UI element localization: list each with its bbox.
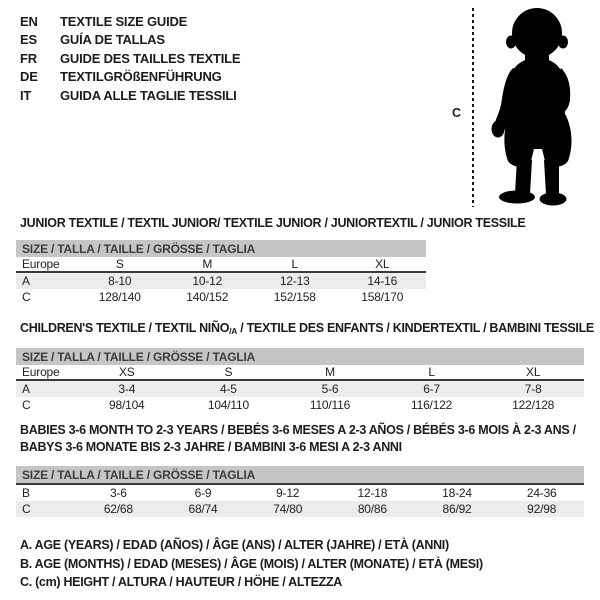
row-label: C — [22, 502, 31, 516]
value-cell: 68/74 — [188, 502, 218, 516]
footnote-c: C. (cm) HEIGHT / ALTURA / HAUTEUR / HÖHE / ALTEZZA — [20, 575, 343, 590]
value-cell: 3-4 — [118, 382, 136, 396]
value-cell: 86/92 — [442, 502, 472, 516]
value-cell: 6-7 — [423, 382, 440, 396]
size-cell: XS — [118, 365, 135, 379]
children-table-title — [20, 322, 594, 338]
footnotes — [20, 536, 483, 592]
value-cell: 12-18 — [357, 486, 388, 500]
value-cell: 116/122 — [411, 398, 453, 412]
lang-code: EN — [20, 13, 38, 29]
height-cm-row — [16, 501, 584, 517]
row-label: A — [22, 274, 30, 288]
value-cell: 92/98 — [527, 502, 557, 516]
lang-label: GUÍA DE TALLAS — [60, 32, 165, 48]
size-cell: XL — [375, 257, 390, 271]
babies-size-table — [16, 466, 584, 517]
value-cell: 7-8 — [524, 382, 542, 396]
size-header-label: SIZE / TALLA / TAILLE / GRÖSSE / TAGLIA — [22, 241, 256, 256]
lang-row-es — [20, 31, 240, 50]
size-cell: XL — [526, 365, 541, 379]
region-label: Europe — [22, 257, 60, 271]
row-label: C — [22, 398, 31, 412]
junior-size-table — [16, 240, 426, 305]
value-cell: 104/110 — [207, 398, 249, 412]
lang-row-fr — [20, 49, 240, 68]
value-cell: 158/170 — [361, 290, 404, 304]
value-cell: 128/140 — [98, 290, 141, 304]
lang-label: GUIDA ALLE TAGLIE TESSILI — [60, 87, 237, 103]
value-cell: 5-6 — [321, 382, 339, 396]
europe-size-row — [16, 365, 584, 381]
children-title-subscript: /A — [229, 326, 238, 336]
region-label: Europe — [22, 365, 60, 379]
value-cell: 152/158 — [273, 290, 316, 304]
lang-row-de — [20, 68, 240, 87]
lang-row-it — [20, 86, 240, 105]
babies-title-line1: BABIES 3-6 MONTH TO 2-3 YEARS / BEBÉS 3-6 MESES A 2-3 AÑOS / BÉBÉS 3-6 MOIS À 2-3 ANS / — [20, 423, 576, 437]
age-months-row — [16, 485, 584, 501]
value-cell: 14-16 — [367, 274, 398, 288]
size-header-bar — [16, 348, 584, 365]
toddler-silhouette-icon — [483, 6, 593, 208]
value-cell: 98/104 — [109, 398, 145, 412]
size-cell: L — [291, 257, 298, 271]
value-cell: 24-36 — [526, 486, 557, 500]
value-cell: 3-6 — [109, 486, 127, 500]
row-label: A — [22, 382, 30, 396]
footnote-a: A. AGE (YEARS) / EDAD (AÑOS) / ÂGE (ANS) / ALTER (JAHRE) / ETÀ (ANNI) — [20, 538, 449, 553]
age-years-row — [16, 381, 584, 397]
size-header-bar — [16, 240, 426, 257]
size-cell: S — [115, 257, 124, 271]
value-cell: 10-12 — [192, 274, 223, 288]
size-header-label: SIZE / TALLA / TAILLE / GRÖSSE / TAGLIA — [22, 467, 256, 482]
lang-label: TEXTILGRÖßENFÜHRUNG — [60, 69, 222, 85]
height-measure-label: C — [452, 106, 462, 120]
size-cell: M — [325, 365, 335, 379]
row-label: C — [22, 290, 31, 304]
babies-title-line2: BABYS 3-6 MONATE BIS 2-3 JAHRE / BAMBINI 3-6 MESI A 2-3 ANNI — [20, 440, 402, 454]
size-cell: M — [202, 257, 213, 271]
value-cell: 18-24 — [442, 486, 472, 500]
size-header-bar — [16, 466, 584, 485]
value-cell: 12-13 — [279, 274, 310, 288]
value-cell: 74/80 — [273, 502, 303, 516]
size-cell: L — [428, 365, 435, 379]
europe-size-row — [16, 257, 426, 273]
footnote-b: B. AGE (MONTHS) / EDAD (MESES) / ÂGE (MOIS) / ALTER (MONATE) / ETÀ (MESI) — [20, 556, 483, 571]
language-title-list — [20, 12, 240, 105]
babies-table-title — [20, 422, 576, 456]
lang-label: TEXTILE SIZE GUIDE — [60, 13, 188, 29]
height-cm-row — [16, 289, 426, 305]
value-cell: 110/116 — [309, 398, 351, 412]
value-cell: 140/152 — [186, 290, 229, 304]
lang-code: FR — [20, 50, 37, 66]
value-cell: 4-5 — [220, 382, 237, 396]
lang-code: IT — [20, 87, 32, 103]
value-cell: 8-10 — [108, 274, 132, 288]
value-cell: 122/128 — [512, 398, 555, 412]
lang-row-en — [20, 12, 240, 31]
size-cell: S — [224, 365, 233, 379]
lang-code: ES — [20, 32, 37, 48]
junior-table-title: JUNIOR TEXTILE / TEXTIL JUNIOR/ TEXTILE JUNIOR / JUNIORTEXTIL / JUNIOR TESSILE — [20, 216, 526, 230]
value-cell: 80/86 — [357, 502, 387, 516]
lang-label: GUIDE DES TAILLES TEXTILE — [60, 50, 241, 66]
children-size-table — [16, 348, 584, 413]
height-measure-dashed-line — [472, 8, 474, 207]
row-label: B — [22, 486, 30, 500]
children-title-suffix: / TEXTILE DES ENFANTS / KINDERTEXTIL / BAMBINI TESSILE — [237, 321, 594, 335]
children-title-prefix: CHILDREN'S TEXTILE / TEXTIL NIÑO — [20, 321, 230, 335]
value-cell: 6-9 — [194, 486, 212, 500]
height-cm-row — [16, 397, 584, 413]
age-years-row — [16, 273, 426, 289]
lang-code: DE — [20, 69, 38, 85]
value-cell: 62/68 — [103, 502, 133, 516]
value-cell: 9-12 — [276, 486, 300, 500]
size-header-label: SIZE / TALLA / TAILLE / GRÖSSE / TAGLIA — [22, 349, 256, 364]
